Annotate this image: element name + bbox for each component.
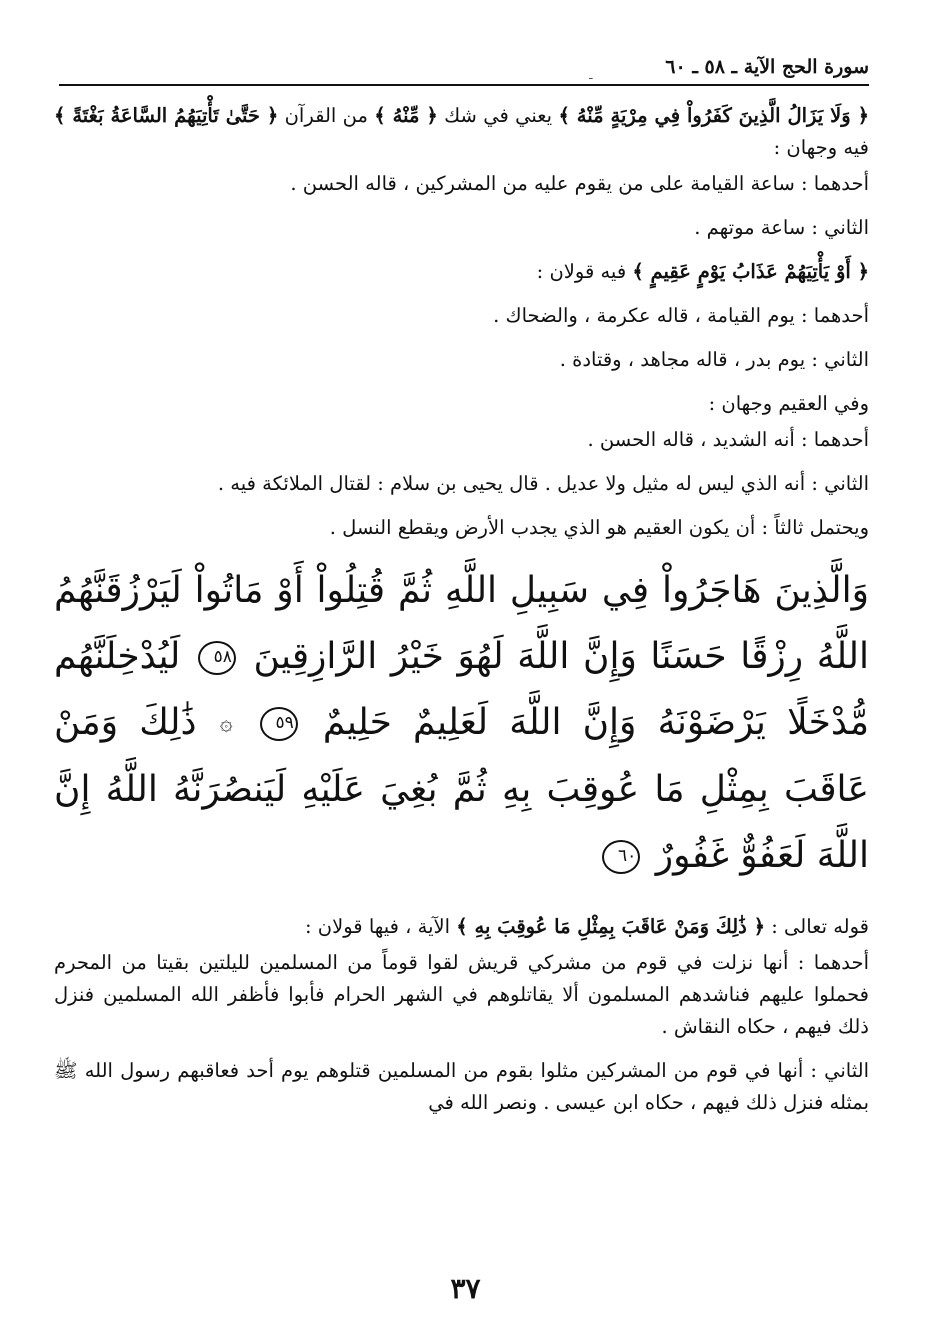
verse-number-58: ٥٨	[198, 641, 236, 675]
page-body	[54, 100, 869, 1119]
commentary-text: الآية ، فيها قولان :	[305, 915, 451, 938]
paragraph-9: الثاني : أنه الذي ليس له مثيل ولا عديل . قال يحيى بن سلام : لقتال الملائكة فيه .	[217, 472, 869, 495]
salawat-glyph: ﷺ	[54, 1059, 78, 1082]
commentary-text: بمثله فنزل ذلك فيهم ، حكاه ابن عيسى . ونصر الله في	[428, 1091, 869, 1114]
paragraph-13	[54, 1055, 869, 1119]
paragraph-4	[54, 256, 869, 288]
paragraph-6: الثاني : يوم بدر ، قاله مجاهد ، وقتادة .	[559, 348, 869, 371]
paragraph-1	[54, 100, 869, 164]
paragraph-2: أحدهما : ساعة القيامة على من يقوم عليه من المشركين ، قاله الحسن .	[290, 172, 869, 195]
page-header	[59, 52, 869, 86]
page-number: ٣٧	[450, 1272, 481, 1305]
commentary-text: قوله تعالى :	[771, 915, 869, 938]
paragraph-7: وفي العقيم وجهان :	[708, 392, 869, 415]
commentary-text: يعني في شك	[444, 104, 553, 127]
header-mark: ـ	[589, 68, 593, 82]
quran-quote: ﴿ مِّنْهُ ﴾	[374, 104, 438, 127]
verse-60-text: ذَٰلِكَ وَمَنْ عَاقَبَ بِمِثْلِ مَا عُوقِبَ بِهِ ثُمَّ بُغِيَ عَلَيْهِ لَيَنصُرَنَّهُ اللَّهُ إِنَّ اللَّهَ لَعَفُوٌّ غَفُورٌ	[54, 702, 869, 876]
paragraph-5: أحدهما : يوم القيامة ، قاله عكرمة ، والضحاك .	[493, 304, 869, 327]
paragraph-8: أحدهما : أنه الشديد ، قاله الحسن .	[587, 428, 869, 451]
quran-verses-block	[54, 558, 869, 889]
verse-number-59: ٥٩	[260, 707, 298, 741]
quran-quote: ﴿ ذَٰلِكَ وَمَنْ عَاقَبَ بِمِثْلِ مَا عُوقِبَ بِهِ ﴾	[456, 915, 766, 938]
verse-59-text: لَيُدْخِلَنَّهُم مُّدْخَلًا يَرْضَوْنَهُ وَإِنَّ اللَّهَ لَعَلِيمٌ حَلِيمٌ	[54, 636, 870, 743]
commentary-text: الثاني : أنها في قوم من المشركين مثلوا بقوم من المسلمين قتلوهم يوم أحد فعاقبهم رسول الله	[84, 1059, 869, 1082]
quran-quote: ﴿ حَتَّىٰ تَأْتِيَهُمُ السَّاعَةُ بَغْتَةً ﴾	[54, 104, 279, 127]
running-head-title: سورة الحج الآية ـ ٥٨ ـ ٦٠	[665, 56, 869, 78]
paragraph-11	[54, 911, 869, 943]
paragraph-3: الثاني : ساعة موتهم .	[694, 216, 869, 239]
quran-quote: ﴿ أَوْ يَأْتِيَهُمْ عَذَابُ يَوْمٍ عَقِيمٍ ﴾	[632, 260, 869, 283]
verse-58-text: وَالَّذِينَ هَاجَرُواْ فِي سَبِيلِ اللَّهِ ثُمَّ قُتِلُواْ أَوْ مَاتُواْ لَيَرْزُقَنَّهُمُ اللَّهُ رِزْقًا حَسَنًا وَإِنَّ اللَّهَ لَهُوَ خَيْرُ الرَّازِقِينَ	[54, 570, 869, 677]
paragraph-10: ويحتمل ثالثاً : أن يكون العقيم هو الذي يجدب الأرض ويقطع النسل .	[329, 516, 869, 539]
commentary-text: فيه وجهان :	[773, 136, 869, 159]
quran-quote: ﴿ وَلَا يَزَالُ الَّذِينَ كَفَرُواْ فِي مِرْيَةٍ مِّنْهُ ﴾	[558, 104, 870, 127]
commentary-text: فيه قولان :	[536, 260, 627, 283]
header-rule	[59, 84, 869, 86]
paragraph-12: أحدهما : أنها نزلت في قوم من مشركي قريش لقوا قوماً من المسلمين لليلتين بقيتا من المحرم فحملوا عليهم فناشدهم المسلمون ألا يقاتلوهم في الشهر الحرام فأبوا فأظفر الله المسلمين فنزل ذلك فيهم ، حكاه النقاش .	[54, 951, 869, 1038]
commentary-text: من القرآن	[284, 104, 368, 127]
rub-el-hizb-icon: ۞	[219, 711, 233, 736]
verse-number-60: ٦٠	[602, 840, 640, 874]
